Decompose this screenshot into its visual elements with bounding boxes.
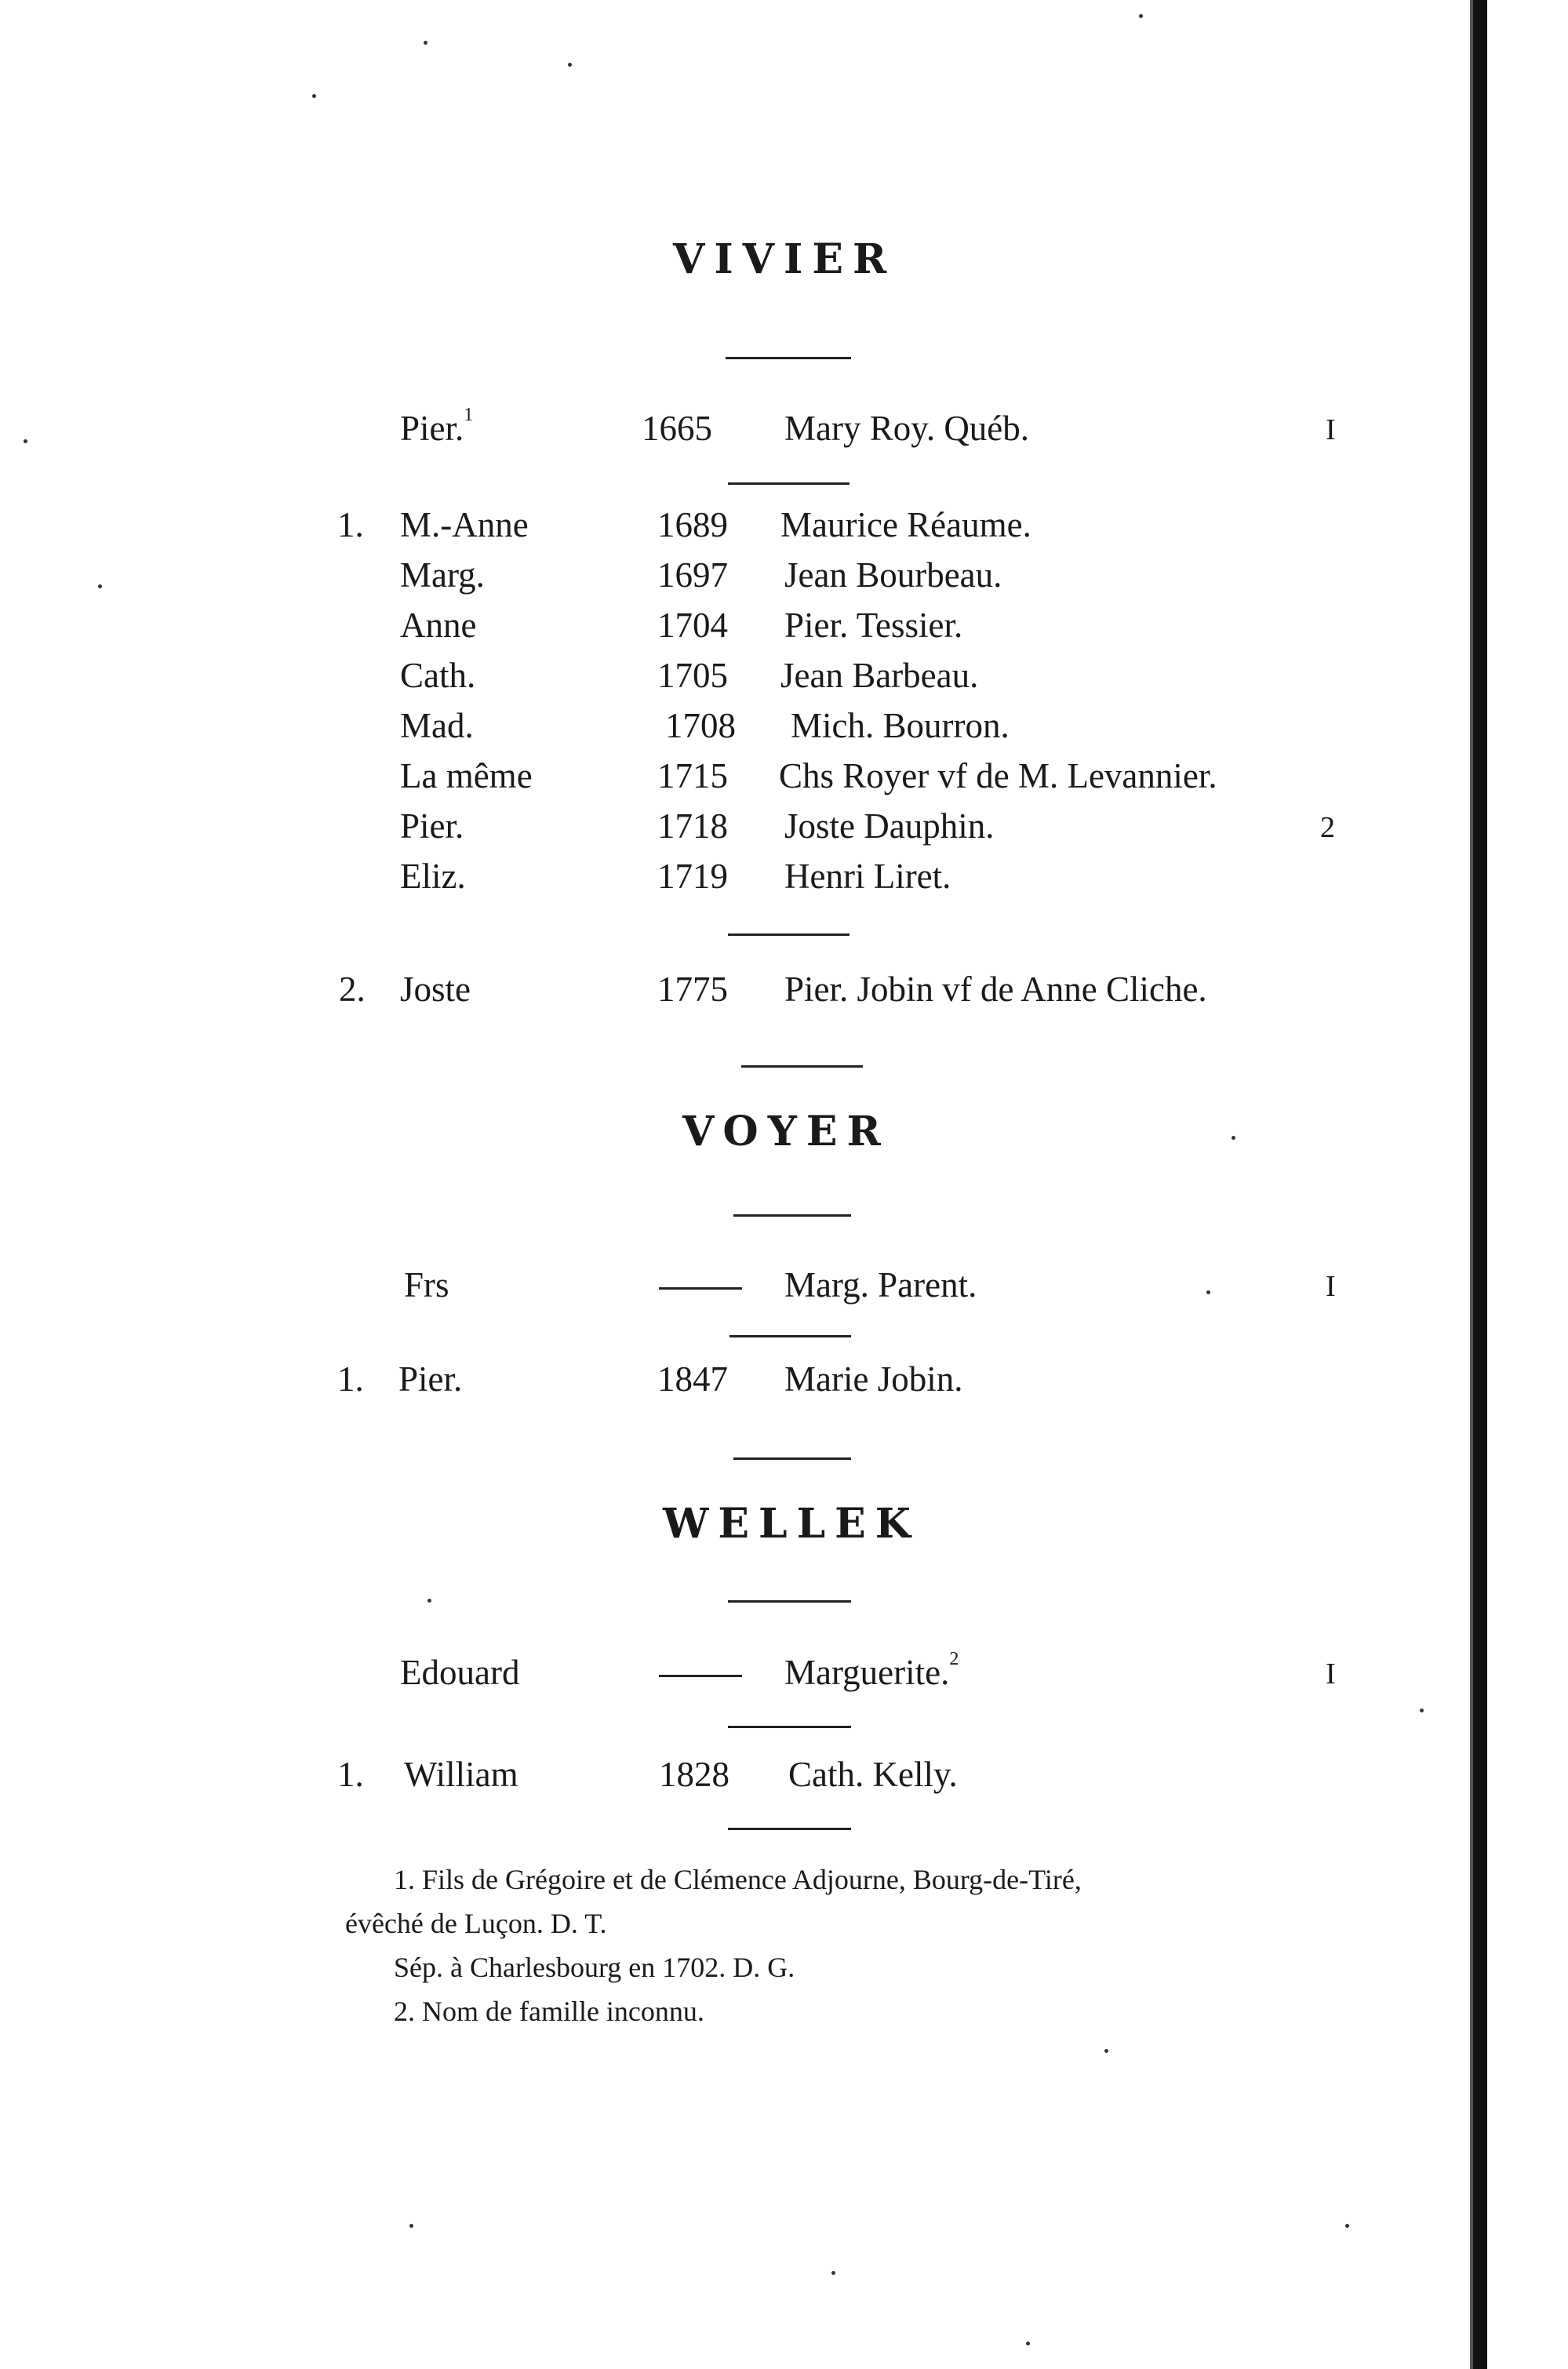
spouse: Marg. Parent.: [784, 1265, 977, 1305]
row-number: 1.: [337, 1359, 364, 1399]
footnotes: [345, 1858, 1357, 2033]
year: 1828: [659, 1755, 729, 1794]
scan-speck: [427, 1599, 431, 1603]
ref-number: I: [1326, 1270, 1336, 1303]
footnote: 1. Fils de Grégoire et de Clémence Adjourne, Bourg-de-Tiré,: [394, 1864, 1082, 1895]
spouse: Mary Roy. Québ.: [784, 409, 1030, 448]
spouse: Chs Royer vf de M. Levannier.: [779, 756, 1217, 795]
divider: [728, 933, 849, 936]
name: Cath.: [400, 656, 476, 695]
name: Mad.: [400, 706, 474, 745]
year: 1775: [657, 970, 728, 1009]
scan-speck: [424, 41, 427, 45]
ref-number: I: [1326, 1658, 1336, 1690]
scan-speck: [1231, 1136, 1235, 1140]
name: Pier.$^1$: [400, 405, 474, 448]
scan-speck: [1026, 2342, 1030, 2345]
spouse: Henri Liret.: [784, 857, 951, 896]
section-title: VIVIER: [673, 235, 897, 283]
divider: [728, 1828, 851, 1830]
year-dash: [659, 1652, 742, 1693]
divider: [733, 1457, 851, 1460]
year: 1847: [657, 1359, 728, 1399]
year: 1689: [657, 505, 728, 544]
row-number: 1.: [337, 505, 364, 544]
footnote: 2. Nom de famille inconnu.: [394, 1996, 704, 2027]
year: 1719: [657, 857, 728, 896]
section-title: WELLEK: [663, 1500, 920, 1548]
divider: [728, 1600, 851, 1603]
spouse: Marguerite.$^2$: [784, 1649, 959, 1692]
scan-speck: [1345, 2224, 1349, 2228]
row-number: 2.: [339, 970, 366, 1009]
ref-number: I: [1326, 413, 1336, 446]
spouse: Maurice Réaume.: [780, 505, 1031, 544]
year: 1665: [642, 409, 712, 448]
scan-speck: [98, 584, 102, 588]
row-number: 1.: [337, 1755, 364, 1794]
spouse: Mich. Bourron.: [791, 706, 1010, 745]
year: 1708: [665, 706, 736, 745]
divider: [728, 482, 849, 485]
spouse: Marie Jobin.: [784, 1359, 963, 1399]
year: 1715: [657, 756, 728, 795]
divider: [741, 1065, 863, 1068]
name: Marg.: [400, 555, 485, 595]
divider: [733, 1214, 851, 1217]
name: Anne: [400, 606, 477, 645]
ref-number: 2: [1320, 811, 1335, 844]
name: William: [404, 1755, 518, 1794]
divider: [729, 1335, 851, 1337]
scan-speck: [1104, 2049, 1108, 2053]
year-dash: [659, 1265, 742, 1305]
page-edge: [1473, 0, 1487, 2369]
spouse: Cath. Kelly.: [788, 1755, 958, 1794]
spouse: Pier. Jobin vf de Anne Cliche.: [784, 970, 1207, 1009]
section-title: VOYER: [682, 1108, 890, 1155]
name: La même: [400, 756, 533, 795]
spouse: Jean Bourbeau.: [784, 555, 1002, 595]
spouse: Joste Dauphin.: [784, 806, 995, 846]
year: 1697: [657, 555, 728, 595]
scan-speck: [1420, 1709, 1424, 1712]
scan-speck: [312, 94, 316, 98]
divider: [728, 1726, 851, 1728]
spouse: Jean Barbeau.: [780, 656, 979, 695]
scan-speck: [1206, 1290, 1210, 1294]
name: Pier.: [400, 806, 464, 846]
scan-speck: [409, 2224, 413, 2228]
spouse: Pier. Tessier.: [784, 606, 963, 645]
name: Eliz.: [400, 857, 466, 896]
year: 1704: [657, 606, 728, 645]
scan-speck: [568, 63, 572, 67]
year: 1718: [657, 806, 728, 846]
year: 1705: [657, 656, 728, 695]
scan-speck: [24, 439, 27, 443]
footnote-continuation: évêché de Luçon. D. T.: [345, 1908, 607, 1939]
divider: [726, 357, 851, 359]
name: Pier.: [398, 1359, 463, 1399]
name: M.-Anne: [400, 505, 529, 544]
name: Joste: [400, 970, 471, 1009]
name: Frs: [404, 1265, 449, 1305]
scan-speck: [1139, 14, 1143, 18]
scan-speck: [831, 2271, 835, 2275]
name: Edouard: [400, 1653, 520, 1692]
footnote: Sép. à Charlesbourg en 1702. D. G.: [394, 1952, 795, 1983]
